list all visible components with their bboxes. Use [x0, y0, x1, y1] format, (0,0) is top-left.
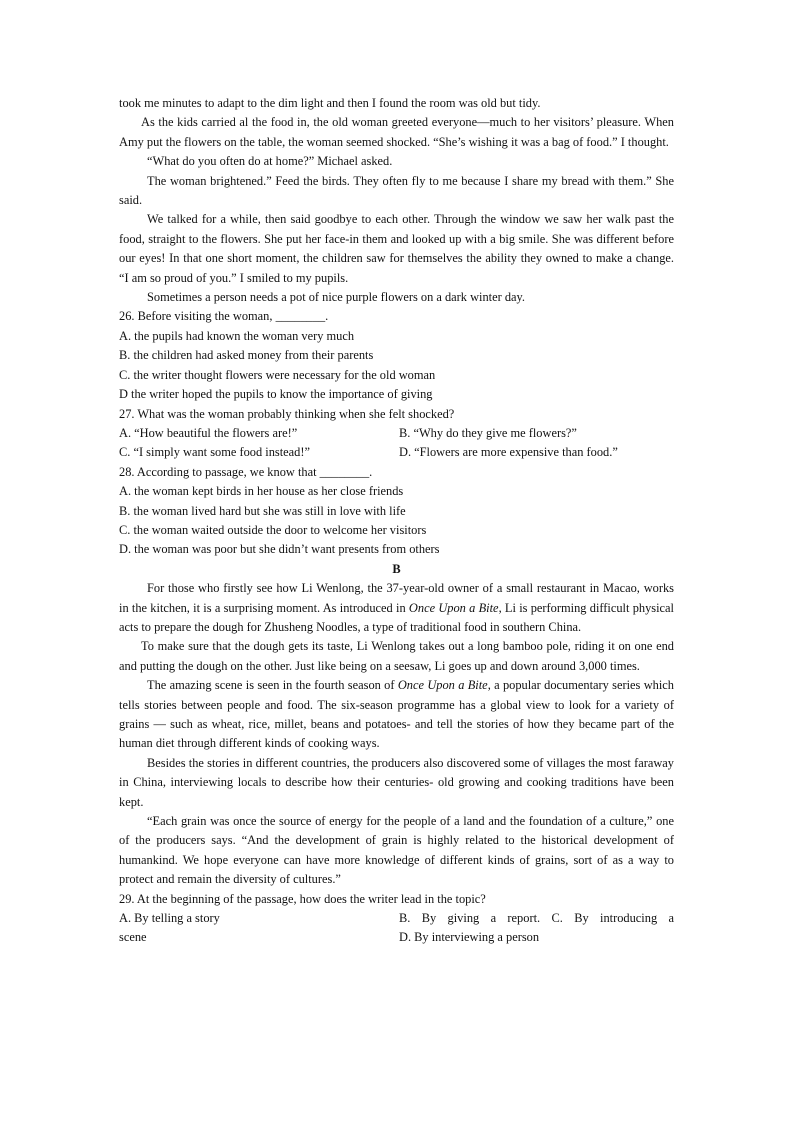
question-26-option-d: D the writer hoped the pupils to know the importance of giving [119, 387, 433, 402]
passage-a-paragraph-6: Sometimes a person needs a pot of nice purple flowers on a dark winter day. [147, 290, 526, 305]
passage-a-paragraph-4: The woman brightened.” Feed the birds. They often fly to me because I share my bread with them.” She said. [119, 173, 674, 208]
passage-b-paragraph-1-text-a: For those who firstly see how Li Wenlong, the 37-year-old owner of a small restaurant in Macao, works in the kitchen, it is a surprising moment. As introduced in [119, 581, 674, 615]
question-29-options-row-2 [119, 928, 674, 947]
question-28-option-d: D. the woman was poor but she didn’t want presents from others [119, 542, 440, 557]
question-28-option-a: A. the woman kept birds in her house as her close friends [119, 484, 404, 499]
question-27-stem: 27. What was the woman probably thinking when she felt shocked? [119, 406, 455, 421]
passage-b-paragraph-3 [119, 676, 674, 754]
question-27-option-b: B. “Why do they give me flowers?” [399, 425, 577, 440]
question-28-option-c: C. the woman waited outside the door to welcome her visitors [119, 522, 427, 537]
question-28-stem: 28. According to passage, we know that ________. [119, 464, 373, 479]
question-27-option-c: C. “I simply want some food instead!” [119, 445, 310, 460]
passage-a-paragraph-3: “What do you often do at home?” Michael asked. [147, 154, 393, 169]
question-29-option-a: A. By telling a story [119, 911, 220, 926]
passage-a-paragraph-1: took me minutes to adapt to the dim light and then I found the room was old but tidy. [119, 96, 541, 110]
question-27-options-row-1 [119, 424, 674, 443]
passage-b-paragraph-2: To make sure that the dough gets its taste, Li Wenlong takes out a long bamboo pole, riding it on one end and putting the dough on the other. Just like being on a seesaw, Li goes up and down around 3,000 times. [119, 639, 674, 673]
question-26-option-a: A. the pupils had known the woman very much [119, 328, 355, 343]
question-29-option-b-c: B. By giving a report. C. By introducing a [399, 911, 674, 926]
passage-b-paragraph-4: Besides the stories in different countries, the producers also discovered some of villages the most faraway in China, interviewing locals to describe how their centuries- old growing and cooking traditions have been kept. [119, 755, 674, 809]
passage-a-paragraph-5: We talked for a while, then said goodbye to each other. Through the window we saw her walk past the food, straight to the flowers. She put her face-in them and looked up with a big smile. She was different before our eyes! In that one short moment, the children saw for themselves the ability they owned to make a change. “I am so proud of you.” I smiled to my pupils. [119, 212, 674, 285]
documentary-title: Once Upon a Bite [408, 600, 499, 615]
passage-b-paragraph-3-text-a: The amazing scene is seen in the fourth season of [147, 678, 398, 693]
question-28-option-b: B. the woman lived hard but she was still in love with life [119, 503, 406, 518]
passage-a-paragraph-2: As the kids carried al the food in, the old woman greeted everyone—much to her visitors’ pleasure. When Amy put the flowers on the table, the woman seemed shocked. “She’s wishing it was a bag of food.” I thought. [119, 115, 674, 149]
question-26-option-b: B. the children had asked money from their parents [119, 348, 374, 363]
question-26-stem: 26. Before visiting the woman, ________. [119, 309, 329, 324]
document-page [119, 94, 674, 948]
section-b-heading: B [392, 561, 401, 576]
passage-b-paragraph-1 [119, 579, 674, 637]
passage-b-paragraph-1-text-b: , Li is performing difficult physical acts to prepare the dough for Zhusheng Noodles, a type of traditional food in southern China. [119, 600, 674, 634]
question-29-option-c-continued: scene [119, 930, 147, 945]
documentary-title: Once Upon a Bite [397, 678, 488, 693]
question-27-options-row-2 [119, 443, 674, 462]
question-29-stem: 29. At the beginning of the passage, how does the writer lead in the topic? [119, 891, 486, 906]
passage-b-paragraph-5: “Each grain was once the source of energy for the people of a land and the foundation of a culture,” one of the producers says. “And the development of grain is highly related to the historical development of humankind. We hope everyone can have more knowledge of different kinds of grains, sort of as a way to protect and remain the diversity of cultures.” [119, 814, 674, 887]
question-26-option-c: C. the writer thought flowers were necessary for the old woman [119, 367, 436, 382]
question-27-option-d: D. “Flowers are more expensive than food.” [399, 445, 618, 460]
question-29-option-d: D. By interviewing a person [399, 930, 540, 945]
question-27-option-a: A. “How beautiful the flowers are!” [119, 425, 298, 440]
question-29-options-row-1 [119, 909, 674, 928]
passage-b-paragraph-3-text-b: , a popular documentary series which tells stories between people and food. The six-season programme has a global view to look for a variety of grains — such as wheat, rice, millet, beans and potatoes- and tell the stories of how they became part of the human diet through different kinds of cooking ways. [119, 678, 675, 751]
